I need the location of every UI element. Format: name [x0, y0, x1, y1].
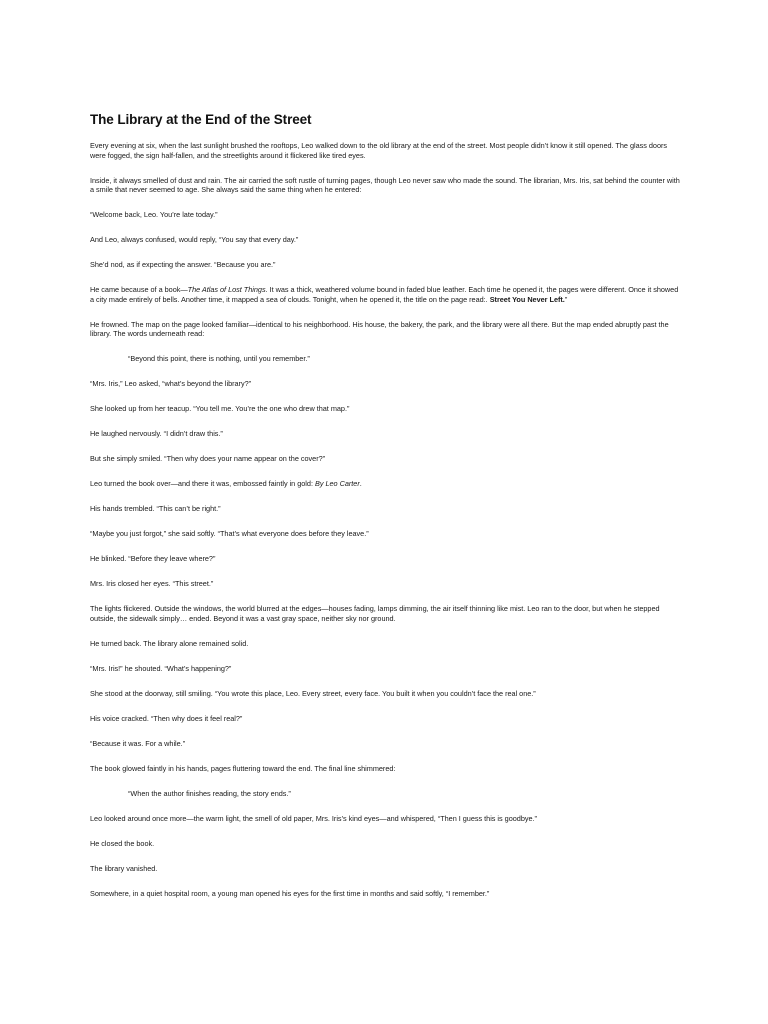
paragraph — [90, 285, 680, 304]
paragraph: She stood at the doorway, still smiling. “You wrote this place, Leo. Every street, every face. You built it when you couldn’t face the real one.” — [90, 688, 536, 698]
text-run: He came because of a book— — [90, 285, 188, 295]
paragraph: His voice cracked. “Then why does it feel real?” — [90, 713, 243, 723]
document-title: The Library at the End of the Street — [90, 112, 312, 127]
paragraph: “Maybe you just forgot,” she said softly. “That’s what everyone does before they leave.” — [90, 529, 369, 539]
paragraph: Inside, it always smelled of dust and rain. The air carried the soft rustle of turning pages, though Leo never saw who made the sound. The librarian, Mrs. Iris, sat behind the counter with a smile that never seemed to age. She always said the same thing when he entered: — [90, 175, 680, 195]
paragraph: The lights flickered. Outside the windows, the world blurred at the edges—houses fading, lamps dimming, the air itself thinning like mist. Leo ran to the door, but when he stepped outside, the sidewalk simply… ended. Beyond it was a vast gray space, neither sky nor ground. — [90, 604, 660, 623]
paragraph: The library vanished. — [90, 863, 158, 873]
text-run: Leo turned the book over—and there it was, embossed faintly in gold: — [90, 479, 315, 489]
paragraph: Mrs. Iris closed her eyes. “This street.” — [90, 579, 214, 589]
paragraph: He laughed nervously. “I didn’t draw this.” — [90, 429, 223, 439]
paragraph: The book glowed faintly in his hands, pages fluttering toward the end. The final line shimmered: — [90, 763, 396, 773]
text-run: . It was a thick, weathered volume bound in faded blue leather. Each time he opened it, the pages were different. Once it showed a city made entirely of bells. Another time, it mapped a sea of clouds. Tonight, when he opened it, the title on the page read:. — [90, 285, 679, 304]
document-page — [90, 112, 680, 914]
italic-text: By Leo Carter — [314, 479, 360, 489]
paragraph: “Because it was. For a while.” — [90, 738, 186, 748]
paragraph: She looked up from her teacup. “You tell me. You’re the one who drew that map.” — [90, 404, 350, 414]
paragraph: “Mrs. Iris!” he shouted. “What’s happening?” — [90, 663, 232, 673]
block-quote: “Beyond this point, there is nothing, until you remember.” — [128, 354, 310, 364]
paragraph: His hands trembled. “This can’t be right.” — [90, 504, 221, 514]
paragraph: He turned back. The library alone remained solid. — [90, 638, 249, 648]
paragraph: She’d nod, as if expecting the answer. “Because you are.” — [90, 260, 276, 270]
bold-text: Street You Never Left. — [489, 294, 565, 304]
document-body — [90, 141, 680, 898]
paragraph: He closed the book. — [90, 838, 155, 848]
text-run: ” — [564, 294, 568, 304]
paragraph: “Mrs. Iris,” Leo asked, “what’s beyond the library?” — [90, 379, 252, 389]
paragraph: Leo looked around once more—the warm light, the smell of old paper, Mrs. Iris’s kind eyes—and whispered, “Then I guess this is goodbye.” — [90, 813, 537, 823]
text-run: . — [359, 479, 362, 489]
paragraph: He frowned. The map on the page looked familiar—identical to his neighborhood. His house, the bakery, the park, and the library were all there. But the map ended abruptly past the library. The words underneath read: — [90, 319, 669, 339]
paragraph: He blinked. “Before they leave where?” — [90, 554, 216, 564]
paragraph: And Leo, always confused, would reply, “You say that every day.” — [90, 235, 299, 245]
paragraph: “Welcome back, Leo. You’re late today.” — [90, 210, 218, 220]
paragraph — [90, 479, 680, 489]
paragraph: Somewhere, in a quiet hospital room, a young man opened his eyes for the first time in months and said softly, “I remember.” — [90, 888, 490, 898]
paragraph: But she simply smiled. “Then why does your name appear on the cover?” — [90, 454, 326, 464]
paragraph: Every evening at six, when the last sunlight brushed the rooftops, Leo walked down to the old library at the end of the street. Most people didn’t know it still opened. The glass doors were fogged, the sign half-fallen, and the streetlights around it flickered like tired eyes. — [90, 141, 668, 160]
block-quote: “When the author finishes reading, the story ends.” — [128, 788, 291, 798]
italic-text: The Atlas of Lost Things — [187, 285, 266, 295]
